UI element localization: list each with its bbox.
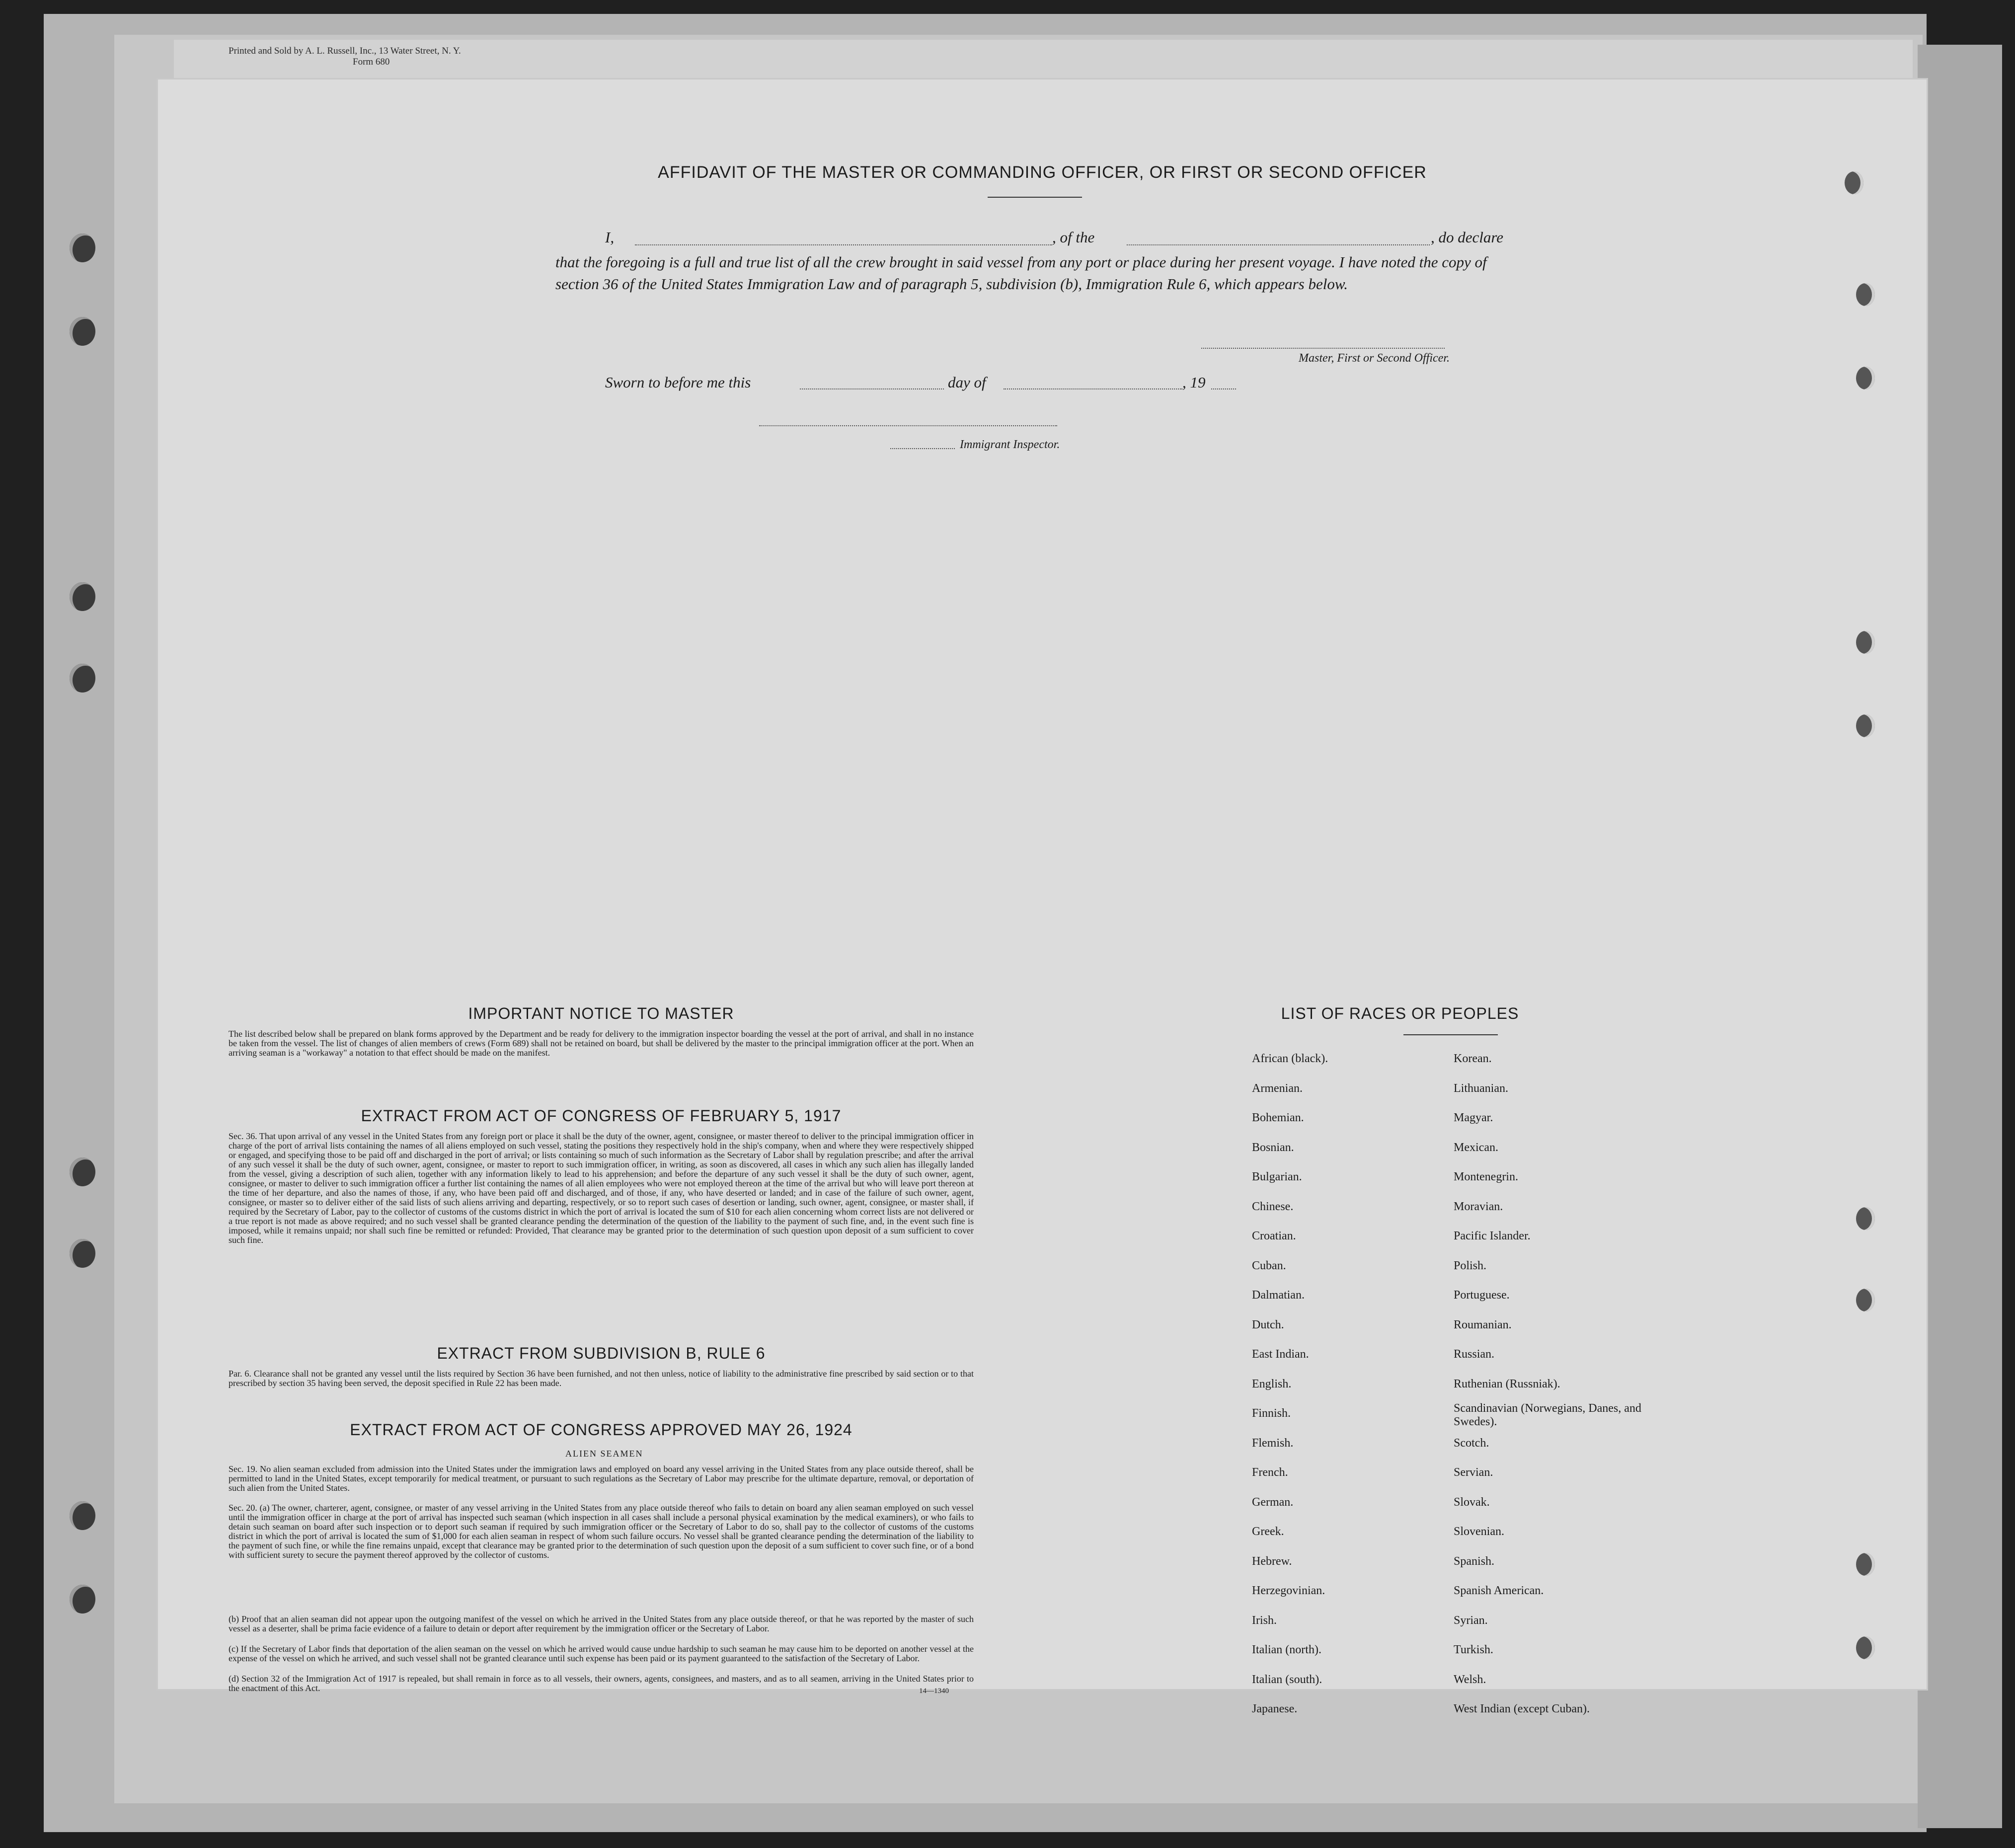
race-item: Slovak. (1454, 1495, 1490, 1509)
binding-hole (1856, 283, 1875, 306)
race-item: Bosnian. (1252, 1141, 1294, 1154)
master-signature-field[interactable] (1201, 348, 1445, 349)
race-item: Scandinavian (Norwegians, Danes, and Swedes). (1454, 1402, 1641, 1428)
binding-hole (1856, 1636, 1875, 1659)
name-field[interactable] (635, 244, 1052, 245)
year-prefix: , 19 (1182, 374, 1206, 391)
binding-hole (1856, 1207, 1875, 1230)
extract-1917-body: Sec. 36. That upon arrival of any vessel in the United States from any foreign port or place it shall be the duty of the owner, agent, consignee, or master thereof to deliver to the principal immigration officer in charge of the port of arrival lists containing the names of all aliens employed on such vessel, stating the positions they respectively hold in the ship's company, when and where they were respectively shipped or engaged, and specifying those to be paid off and discharged in the port of arrival; or lists containing so much of such information as the Secretary of Labor shall by regulation prescribe; and after the arrival of any such vessel it shall be the duty of such owner, agent, consignee, or master to report to such immigration officer, in writing, as soon as discovered, all cases in which any such alien has illegally landed from the vessel, giving a description of such alien, together with any information likely to lead to his apprehension; and before the departure of any such vessel it shall be the duty of such owner, agent, consignee, or master to deliver to such immigration officer a further list containing the names of all alien employees who were not employed thereon at the time of the arrival but who will leave port thereon at the time of her departure, and also the names of those, if any, who have been paid off and discharged, and of those, if any, who have deserted or landed; and in case of the failure of such owner, agent, consignee, or master so to deliver either of the said lists of such aliens arriving and departing, respectively, or so to report such cases of desertion or landing, such owner, agent, consignee, or master shall, if required by the Secretary of Labor, pay to the collector of customs of the customs district in which the port of arrival is located the sum of $10 for each alien concerning whom correct lists are not delivered or a true report is not made as above required; and no such vessel shall be granted clearance pending the determination of the question of the liability to the payment of such fine, and, in the event such fine is imposed, while it remains unpaid; nor shall such fine be remitted or refunded: Provided, That clearance may be granted prior to the determination of such question upon deposit of a sum sufficient to cover such fine. (229, 1131, 974, 1245)
notice-title: IMPORTANT NOTICE TO MASTER (468, 1004, 734, 1022)
affidavit-body: that the foregoing is a full and true list of all the crew brought in said vessel from any port or place during her present voyage. I have noted the copy of section 36 of the United States Immigration Law and of paragraph 5, subdivision (b), Immigration Rule 6, which appears below. (555, 253, 1487, 293)
extract-1924-sec20b: (b) Proof that an alien seaman did not appear upon the outgoing manifest of the vessel on which he arrived in the United States from any place outside thereof, or that he was reported by the master of such vessel as a deserter, shall be prima facie evidence of a failure to detain or deport after requirement by the immigration officer or the Secretary of Labor. (229, 1614, 974, 1633)
races-title: LIST OF RACES OR PEOPLES (1281, 1004, 1519, 1022)
sworn-day-field[interactable] (800, 388, 944, 389)
race-item: Moravian. (1454, 1200, 1503, 1213)
of-the-label: , of the (1052, 229, 1095, 246)
race-item: Turkish. (1454, 1643, 1493, 1656)
extract-1924-sec20d: (d) Section 32 of the Immigration Act of 1917 is repealed, but shall remain in force as to all vessels, their owners, agents, consignees, and masters, and as to all seamen, arriving in the United States prior to the enactment of this Act. (229, 1674, 974, 1693)
race-item: Finnish. (1252, 1407, 1291, 1420)
form-code: 14—1340 (919, 1687, 949, 1695)
race-item: Russian. (1454, 1348, 1495, 1361)
extract-1924-sec20a: Sec. 20. (a) The owner, charterer, agent, consignee, or master of any vessel arriving in the United States from any place outside thereof who fails to detain on board any alien seaman employed on such vessel until the immigration officer in charge at the port of arrival has inspected such seaman (which inspection in all cases shall include a personal physical examination by the medical examiners), or who fails to detain such seaman on board after such inspection or to deport such seaman if required by such immigration officer or the Secretary of Labor to do so, shall pay to the collector of customs of the customs district in which the port of arrival is located the sum of $1,000 for each alien seaman in respect of whom such failure occurs. No vessel shall be granted clearance pending the determination of the liability to the payment of such fine, or while the fine remains unpaid, except that clearance may be granted prior to the determination of such question upon the deposit of a sum sufficient to cover such fine, or of a bond with sufficient surety to secure the payment thereof approved by the collector of customs. (229, 1503, 974, 1560)
vessel-field[interactable] (1127, 244, 1430, 245)
race-item: Italian (north). (1252, 1643, 1321, 1656)
binding-hole (70, 233, 95, 262)
race-item: Flemish. (1252, 1436, 1294, 1450)
race-item: Irish. (1252, 1614, 1277, 1627)
binding-hole (70, 1501, 95, 1530)
master-caption: Master, First or Second Officer. (1299, 352, 1450, 365)
race-item: Lithuanian. (1454, 1081, 1508, 1095)
form-number: Form 680 (353, 57, 390, 67)
race-item: Bohemian. (1252, 1111, 1304, 1124)
do-declare-label: , do declare (1431, 229, 1504, 246)
title-underline (988, 197, 1082, 198)
race-item: Roumanian. (1454, 1318, 1512, 1331)
extract-1924-sec20c: (c) If the Secretary of Labor finds that deportation of the alien seaman on the vessel on which he arrived would cause undue hardship to such seaman he may cause him to be deported on another vessel at the expense of the vessel on which he arrived, and such vessel shall not be granted clearance until such expense has been paid or its payment guaranteed to the satisfaction of the Secretary of Labor. (229, 1644, 974, 1663)
races-underline (1403, 1034, 1498, 1035)
extract-1924-sec19: Sec. 19. No alien seaman excluded from admission into the United States under the immigration laws and employed on board any vessel arriving in the United States from any place outside thereof, shall be permitted to land in the United States, except temporarily for medical treatment, or pursuant to such regulations as the Secretary of Labor may prescribe for the ultimate departure, removal, or deportation of such alien from the United States. (229, 1464, 974, 1493)
sworn-year-field[interactable] (1211, 388, 1236, 389)
race-item: East Indian. (1252, 1348, 1309, 1361)
race-item: Slovenian. (1454, 1525, 1504, 1538)
inspector-signature-field[interactable] (759, 425, 1057, 426)
printer-line: Printed and Sold by A. L. Russell, Inc., 13 Water Street, N. Y. (229, 46, 461, 56)
binding-hole (70, 582, 95, 611)
binding-hole (70, 317, 95, 346)
affidavit-title: AFFIDAVIT OF THE MASTER OR COMMANDING OFFICER, OR FIRST OR SECOND OFFICER (658, 163, 1427, 182)
race-item: Bulgarian. (1252, 1170, 1302, 1183)
race-item: German. (1252, 1495, 1294, 1509)
sworn-label: Sworn to before me this (605, 374, 751, 391)
printer-imprint (229, 46, 461, 68)
race-item: Servian. (1454, 1466, 1493, 1479)
binding-hole (1856, 367, 1875, 389)
race-item: Korean. (1454, 1052, 1492, 1065)
i-label: I, (605, 229, 615, 246)
race-item: Portuguese. (1454, 1289, 1510, 1302)
race-item: Dalmatian. (1252, 1289, 1305, 1302)
race-item: West Indian (except Cuban). (1454, 1702, 1590, 1715)
race-item: Chinese. (1252, 1200, 1294, 1213)
race-item: Spanish. (1454, 1554, 1495, 1568)
race-item: Ruthenian (Russniak). (1454, 1377, 1560, 1390)
extract-rule6-title: EXTRACT FROM SUBDIVISION B, RULE 6 (437, 1344, 766, 1362)
race-item: Greek. (1252, 1525, 1284, 1538)
race-item: Mexican. (1454, 1141, 1498, 1154)
race-item: Armenian. (1252, 1081, 1303, 1095)
race-item: Spanish American. (1454, 1584, 1544, 1597)
race-item: Dutch. (1252, 1318, 1284, 1331)
right-edge-sheet (1918, 45, 2002, 1828)
race-item: Montenegrin. (1454, 1170, 1518, 1183)
binding-hole (70, 1157, 95, 1186)
extract-1917-title: EXTRACT FROM ACT OF CONGRESS OF FEBRUARY 5, 1917 (361, 1107, 842, 1125)
race-item: English. (1252, 1377, 1292, 1390)
race-item: Italian (south). (1252, 1673, 1322, 1686)
race-item: Herzegovinian. (1252, 1584, 1325, 1597)
inspector-prefix-field[interactable] (890, 448, 955, 449)
binding-hole (1856, 1553, 1875, 1576)
extract-1924-title: EXTRACT FROM ACT OF CONGRESS APPROVED MAY 26, 1924 (350, 1421, 852, 1439)
race-item: Pacific Islander. (1454, 1230, 1531, 1242)
race-item: French. (1252, 1466, 1288, 1479)
race-item: Croatian. (1252, 1230, 1296, 1242)
race-item: Magyar. (1454, 1111, 1493, 1124)
race-item: Polish. (1454, 1259, 1487, 1272)
race-item: Cuban. (1252, 1259, 1286, 1272)
extract-rule6-body: Par. 6. Clearance shall not be granted any vessel until the lists required by Section 36 have been furnished, and not then unless, notice of liability to the administrative fine prescribed by said section or to that prescribed by section 35 having been served, the deposit specified in Rule 22 has been made. (229, 1369, 974, 1388)
inspector-caption: Immigrant Inspector. (960, 438, 1060, 451)
race-item: Welsh. (1454, 1673, 1486, 1686)
binding-hole (1856, 631, 1875, 654)
sworn-month-field[interactable] (1004, 388, 1182, 389)
race-item: Scotch. (1454, 1436, 1489, 1450)
form-page (158, 79, 1927, 1715)
binding-hole (1856, 1289, 1875, 1311)
race-item: African (black). (1252, 1052, 1328, 1065)
binding-hole (70, 1585, 95, 1614)
race-item: Japanese. (1252, 1702, 1298, 1715)
race-item: Syrian. (1454, 1614, 1488, 1627)
binding-hole (70, 1239, 95, 1268)
race-item: Hebrew. (1252, 1554, 1292, 1568)
binding-hole (1856, 714, 1875, 737)
extract-1924-subtitle: ALIEN SEAMEN (565, 1449, 643, 1459)
binding-hole (70, 664, 95, 693)
day-of-label: day of (948, 374, 986, 391)
notice-body: The list described below shall be prepared on blank forms approved by the Department and be ready for delivery to the immigration inspector boarding the vessel at the port of arrival, and shall in no instance be taken from the vessel. The list of changes of alien members of crews (Form 689) shall not be retained on board, but shall be delivered by the master to the principal immigration officer at the port. When an arriving seaman is a "workaway" a notation to that effect should be made on the manifest. (229, 1029, 974, 1058)
